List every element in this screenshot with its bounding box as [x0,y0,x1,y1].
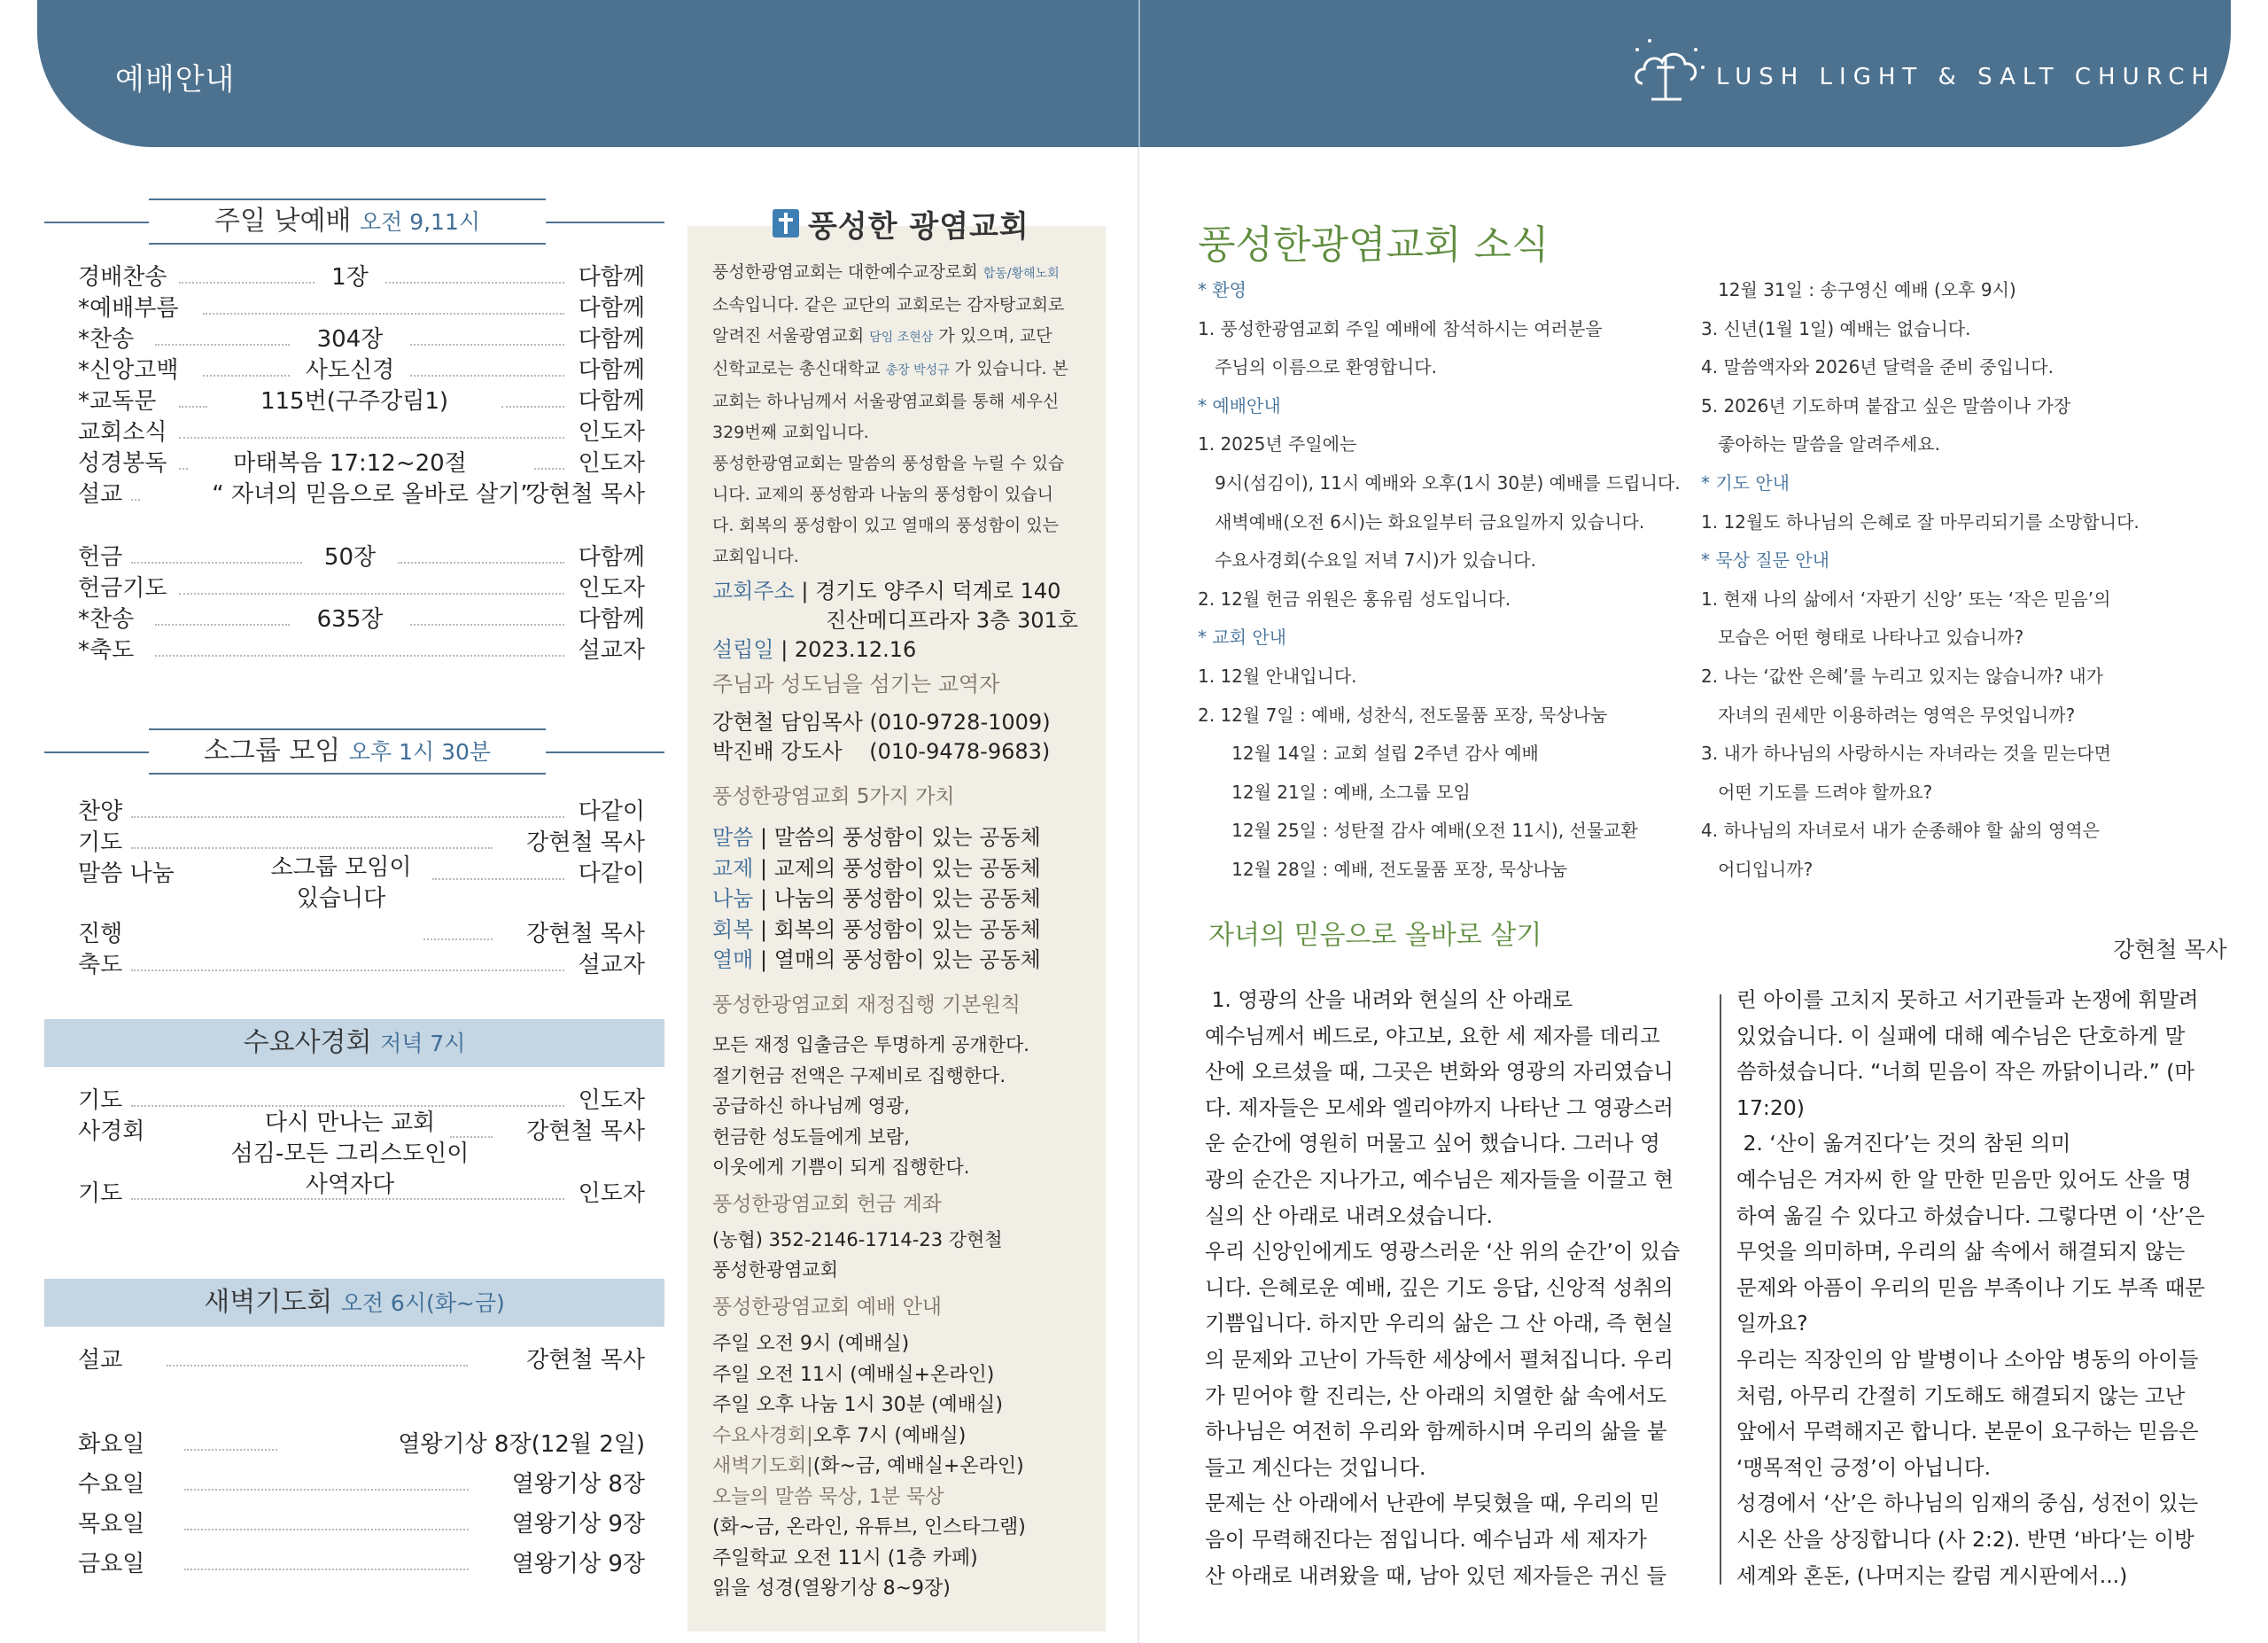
sermon-line: 예수님께서 베드로, 야고보, 요한 세 제자를 데리고 [1205,1023,1660,1048]
wednesday-center-line: 사역자다 [305,1172,395,1198]
order-item-leader: 설교자 [578,637,645,664]
worship-info-text: (화~금, 예배실+온라인) [812,1455,1024,1477]
sermon-line: 문제와 아픔이 우리의 믿음 부족이나 기도 부족 때문 [1736,1274,2206,1300]
leader-dots [203,313,564,315]
dawn-prayer-title: 새벽기도회 [204,1287,333,1318]
page-divider [1138,147,1139,1643]
order-item-leader: 다함께 [578,606,645,633]
church-intro-text [712,257,1093,572]
sermon-line: 17:20) [1736,1094,1805,1120]
sermon-line: 우리는 직장인의 암 발병이나 소아암 병동의 아이들 [1736,1346,2199,1372]
account-heading: 풍성한광염교회 헌금 계좌 [712,1193,943,1216]
info-line: 모든 재정 입출금은 투명하게 공개한다. [712,1034,1029,1055]
news-item: 9시(섬김이), 11시 예배와 오후(1시 30분) 예배를 드립니다. [1198,471,1681,494]
order-row [78,1549,645,1579]
value-item: 말씀 | 말씀의 풍성함이 있는 공동체 [712,825,1041,850]
sermon-line: 산 아래로 내려왔을 때, 남아 있던 제자들은 귀신 들 [1205,1562,1667,1588]
intro-line [712,448,1093,479]
leader-dots [179,468,188,470]
news-item: 12월 21일 : 예배, 소그룹 모임 [1198,781,1471,803]
news-item: 2. 12월 헌금 위원은 홍유림 성도입니다. [1198,588,1511,610]
news-section-label: * 환영 [1198,279,1247,300]
news-item: 12월 28일 : 예배, 전도물품 포장, 묵상나눔 [1198,858,1568,880]
leader-dots [423,938,493,940]
news-item: 새벽예배(오전 6시)는 화요일부터 금요일까지 있습니다. [1198,510,1645,533]
info-line: 헌금한 성도들에게 보람, [712,1125,910,1148]
leader-dots [501,406,564,408]
worship-info-text: (화~금, 온라인, 유튜브, 인스타그램) [712,1516,1026,1538]
value-item: 교제 | 교제의 풍성함이 있는 공동체 [712,855,1041,881]
order-item-content: 사도신경 [305,357,395,384]
sermon-column-rule [1720,994,1721,1585]
value-keyword: 회복 [712,916,754,942]
order-item-label: 화요일 [78,1431,145,1458]
order-item-label: *교독문 [78,388,157,415]
worship-order-row [78,293,645,323]
info-line: 절기헌금 전액은 구제비로 집행한다. [712,1064,1006,1086]
order-item-label: 기도 [78,1087,123,1114]
news-left-column [1198,271,1681,890]
order-item-leader: 인도자 [578,1180,645,1207]
news-item: 3. 내가 하나님의 사랑하시는 자녀라는 것을 믿는다면 [1701,743,2111,765]
order-item-label: 진행 [78,921,123,947]
news-item: 12월 14일 : 교회 설립 2주년 감사 예배 [1198,743,1539,765]
sermon-line: 가 믿어야 할 진리는, 산 아래의 치열한 삶 속에서도 [1205,1382,1667,1408]
intro-line [712,290,1093,321]
order-item-leader: 강현철 목사 [526,921,645,947]
sermon-line: 씀하셨습니다. “너희 믿음이 작은 까닭이니라.” (마 [1736,1059,2195,1085]
order-item-leader: 열왕기상 9장 [511,1511,645,1538]
sermon-line: 하나님은 여전히 우리와 함께하시며 우리의 삶을 붙 [1205,1419,1667,1444]
order-item-content: 115번(구주강림1) [260,388,449,415]
order-item-label: *찬송 [78,326,135,353]
info-line: 이웃에게 기쁨이 되게 집행한다. [712,1156,970,1178]
intro-text: 329번째 교회입니다. [712,423,869,442]
order-item-label: *예배부름 [78,295,179,322]
value-description: 열매의 풍성함이 있는 공동체 [773,947,1041,972]
sunday-worship-title: 주일 낮예배 [214,206,352,237]
order-item-label: 교회소식 [78,419,167,446]
news-item: 어떤 기도를 드려야 할까요? [1701,781,1933,803]
sermon-line: 앞에서 무력해지곤 합니다. 본문이 요구하는 믿음은 [1736,1419,2199,1444]
worship-info-text: 읽을 성경(열왕기상 8~9장) [712,1577,951,1600]
order-item-label: 헌금 [78,544,123,571]
order-item-leader: 다같이 [578,860,645,887]
order-item-leader: 다함께 [578,357,645,384]
news-section-label: * 기도 안내 [1701,471,1790,494]
leader-dots [184,1529,469,1530]
founded-label: 설립일 [712,637,774,662]
value-keyword: 교제 [712,855,754,881]
order-item-leader: 강현철 목사 [526,829,645,856]
worship-order-row [78,542,645,572]
worship-info-line [712,1452,1024,1482]
sunday-worship-time: 오전 9,11시 [359,209,481,235]
order-item-content: 304장 [316,326,384,353]
worship-info-text: 주일 오전 9시 (예배실) [712,1333,910,1355]
value-keyword: 나눔 [712,886,754,911]
wednesday-time: 저녁 7시 [380,1031,466,1056]
value-item: 회복 | 회복의 풍성함이 있는 공동체 [712,916,1041,942]
intro-line [712,479,1093,510]
leader-dots [131,847,493,849]
order-row [78,1429,645,1460]
order-item-label: 금요일 [78,1551,145,1577]
dawn-prayer-header [44,1279,664,1327]
leader-dots [398,562,564,564]
sermon-line: 있었습니다. 이 실패에 대해 예수님은 단호하게 말 [1736,1023,2186,1048]
wednesday-center-line: 다시 만나는 교회 [264,1110,436,1136]
intro-text: 풍성한광염교회는 말씀의 풍성함을 누릴 수 있습 [712,454,1065,473]
wednesday-header [44,1019,664,1067]
news-item: 4. 하나님의 자녀로서 내가 순종해야 할 삶의 영역은 [1701,820,2100,842]
order-row [78,950,645,980]
order-item-content: 635장 [316,606,384,633]
sermon-left-column [1205,982,1680,1593]
intro-text: 소속입니다. 같은 교단의 교회로는 감자탕교회로 [712,295,1065,315]
sermon-line: 린 아이를 고치지 못하고 서기관들과 논쟁에 휘말려 [1736,987,2199,1012]
info-line: 풍성한광염교회 [712,1259,839,1281]
news-item: 1. 현재 나의 삶에서 ‘자판기 신앙’ 또는 ‘작은 믿음’의 [1701,588,2111,610]
leader-dots [385,282,564,284]
intro-text: 신학교로는 총신대학교 [712,359,886,378]
order-item-content: 50장 [323,544,377,571]
founded-value: 2023.12.16 [794,637,917,662]
order-item-label: 말씀 나눔 [78,860,175,887]
worship-info-label: 새벽기도회| [712,1455,813,1477]
value-description: 나눔의 풍성함이 있는 공동체 [773,886,1041,911]
intro-line [712,354,1093,386]
leader-dots [534,468,564,470]
news-item: 2. 나는 ‘값싼 은혜’를 누리고 있지는 않습니까? 내가 [1701,665,2103,687]
smallgroup-header [44,727,664,776]
leader-dots [155,655,564,657]
dawn-prayer-time: 오전 6시(화~금) [340,1290,505,1316]
dawn-sermon-preacher: 강현철 목사 [526,1347,645,1374]
order-item-label: 기도 [78,829,123,856]
smallgroup-center-text [271,853,412,915]
sermon-line: ‘맹목적인 긍정’이 아닙니다. [1736,1454,1992,1480]
pastor-contact: 강현철 담임목사 (010-9728-1009) [712,710,1051,735]
worship-order-row [78,386,645,417]
intro-text: 풍성한광염교회는 대한예수교장로회 [712,262,983,282]
evangelist-contact: 박진배 강도사 (010-9478-9683) [712,739,1051,764]
worship-info-line [712,1544,978,1574]
servants-heading: 주님과 성도님을 섬기는 교역자 [712,672,1000,697]
order-item-label: 헌금기도 [78,575,167,602]
church-address: 교회주소 | 경기도 양주시 덕계로 140 [712,579,1061,603]
intro-line [712,321,1093,354]
news-section-label: * 교회 안내 [1198,627,1286,649]
news-item: 자녀의 권세만 이용하려는 영역은 무엇입니까? [1701,704,2076,726]
order-item-leader: 다같이 [578,798,645,825]
order-item-leader: 다함께 [578,326,645,353]
order-item-leader: 다함께 [578,388,645,415]
worship-info-text: 주일학교 오전 11시 (1층 카페) [712,1546,978,1569]
sermon-line: 실의 산 아래로 내려오셨습니다. [1205,1203,1493,1228]
smallgroup-center-line: 있습니다 [296,885,386,912]
news-item: 1. 2025년 주일에는 [1198,433,1357,456]
order-row [78,1509,645,1539]
worship-info-line [712,1421,966,1452]
news-item: 1. 12월 안내입니다. [1198,665,1357,687]
news-item: 3. 신년(1월 1일) 예배는 없습니다. [1701,317,1971,339]
order-row [78,797,645,827]
worship-order-row [78,635,645,666]
sermon-line: 의 문제와 고난이 가득한 세상에서 펼쳐집니다. 우리 [1205,1346,1674,1372]
order-item-label: 설교 [78,481,123,508]
order-item-label: *신앙고백 [78,357,179,384]
order-item-label: 찬양 [78,798,123,825]
worship-info-label: 수요사경회| [712,1424,813,1447]
intro-text: 가 있습니다. 본 [949,359,1068,378]
leader-dots [184,1489,469,1491]
wednesday-title: 수요사경회 [243,1027,372,1058]
order-item-label: 기도 [78,1180,123,1207]
wednesday-center-text [231,1108,470,1201]
sermon-title: 자녀의 믿음으로 올바로 살기 [1208,920,1542,951]
value-keyword: 말씀 [712,825,754,850]
founded-date: 설립일 | 2023.12.16 [712,637,917,662]
worship-order-row [78,573,645,603]
leader-dots [410,375,564,377]
value-keyword: 열매 [712,947,754,972]
order-item-leader: 열왕기상 8장(12월 2일) [398,1431,645,1458]
leader-dots [184,1449,277,1451]
worship-order-row [78,417,645,448]
intro-line [712,541,1093,572]
news-item: 1. 12월도 하나님의 은혜로 잘 마무리되기를 소망합니다. [1701,510,2140,533]
sermon-line: 시온 산을 상징합니다 (사 2:2). 반면 ‘바다’는 이방 [1736,1526,2194,1552]
news-item: 12월 31일 : 송구영신 예배 (오후 9시) [1701,279,2016,300]
news-item: 어디입니까? [1701,858,1814,880]
sermon-right-column [1736,982,2205,1593]
order-item-leader: 인도자 [578,450,645,477]
sermon-line: 니다. 은혜로운 예배, 깊은 기도 응답, 신앙적 성취의 [1205,1274,1674,1300]
leader-dots [410,624,564,626]
leader-dots [184,1569,469,1570]
order-item-leader: 열왕기상 8장 [511,1471,645,1498]
order-item-leader: 인도자 [578,1087,645,1114]
banner-divider [1138,0,1140,147]
intro-text: 니다. 교제의 풍성함과 나눔의 풍성함이 있습니 [712,485,1053,504]
sermon-line: 광의 순간은 지나가고, 예수님은 제자들을 이끌고 현 [1205,1166,1674,1192]
value-item: 나눔 | 나눔의 풍성함이 있는 공동체 [712,886,1041,911]
news-section-label: * 묵상 질문 안내 [1701,549,1829,572]
value-description: 회복의 풍성함이 있는 공동체 [773,916,1041,942]
finance-heading: 풍성한광염교회 재정집행 기본원칙 [712,993,1021,1016]
news-item: 수요사경회(수요일 저녁 7시)가 있습니다. [1198,549,1536,572]
worship-order-row [78,324,645,354]
order-item-label: 성경봉독 [78,450,167,477]
smallgroup-time: 오후 1시 30분 [348,739,492,765]
sermon-line: 예수님은 겨자씨 한 알 만한 믿음만 있어도 산을 명 [1736,1166,2192,1192]
sermon-line: 세계와 혼돈, (나머지는 칼럼 게시판에서...) [1736,1562,2128,1588]
worship-order-row [78,448,645,479]
leader-dots [131,969,564,971]
dawn-sermon-label: 설교 [78,1347,123,1374]
church-cross-cloud-icon [1630,32,1708,103]
news-item: 5. 2026년 기도하며 붙잡고 싶은 말씀이나 가장 [1701,394,2071,417]
sermon-line: 다. 제자들은 모세와 엘리야까지 나타난 그 영광스러 [1205,1094,1674,1120]
news-item: 1. 풍성한광염교회 주일 예배에 참석하시는 여러분을 [1198,317,1603,339]
worship-order-row [78,479,645,510]
leader-dots [432,878,564,880]
order-item-content: 1장 [331,264,369,291]
sunday-worship-header [44,197,664,246]
worship-info-line [712,1574,951,1604]
order-item-leader: 인도자 [578,419,645,446]
news-item: 4. 말씀액자와 2026년 달력을 준비 중입니다. [1701,356,2054,378]
leader-dots [131,499,140,501]
sermon-line: 음이 무력해진다는 점입니다. 예수님과 세 제자가 [1205,1526,1647,1552]
intro-note: 담임 조현삼 [869,331,934,345]
worship-order-row [78,604,645,635]
intro-text: 다. 회복의 풍성함이 있고 열매의 풍성함이 있는 [712,516,1060,535]
dawn-sermon-row [78,1345,645,1375]
intro-text: 가 있으며, 교단 [933,326,1052,346]
church-news-title: 풍성한광염교회 소식 [1198,222,1550,268]
cross-book-icon [771,206,801,239]
smallgroup-title: 소그룹 모임 [203,736,341,767]
order-item-label: 수요일 [78,1471,145,1498]
sermon-line: 운 순간에 영원히 머물고 싶어 했습니다. 그러나 영 [1205,1131,1660,1156]
value-item: 열매 | 열매의 풍성함이 있는 공동체 [712,947,1041,972]
leader-dots [179,437,564,439]
leader-dots [203,375,290,377]
worship-guide-title: 예배안내 [115,62,236,97]
sermon-line: 문제는 산 아래에서 난관에 부딪혔을 때, 우리의 믿 [1205,1491,1660,1516]
news-right-column [1701,271,2140,890]
intro-text: 교회입니다. [712,547,799,566]
worship-info-heading: 풍성한광염교회 예배 안내 [712,1296,943,1319]
worship-info-line [712,1360,994,1390]
order-item-label: 사경회 [78,1118,145,1145]
leader-dots [155,624,290,626]
order-item-leader: 강현철 목사 [526,1118,645,1145]
worship-info-label: 오늘의 말씀 묵상, 1분 묵상 [712,1485,944,1508]
order-item-leader: 다함께 [578,295,645,322]
news-item: 2. 12월 7일 : 예배, 성찬식, 전도물품 포장, 묵상나눔 [1198,704,1608,726]
sermon-line: 1. 영광의 산을 내려와 현실의 산 아래로 [1205,987,1573,1012]
sermon-line: 우리 신앙인에게도 영광스러운 ‘산 위의 순간’이 있습 [1205,1239,1681,1265]
smallgroup-center-line: 소그룹 모임이 [270,854,412,881]
order-item-leader: 열왕기상 9장 [511,1551,645,1577]
news-item: 좋아하는 말씀을 알려주세요. [1701,433,1940,456]
address-line: 경기도 양주시 덕계로 140 [815,579,1061,603]
leader-dots [410,344,564,346]
order-item-label: 경배찬송 [78,264,167,291]
leader-dots [155,344,290,346]
news-item: 주님의 이름으로 환영합니다. [1198,356,1437,378]
address-label: 교회주소 [712,579,795,603]
leader-dots [179,282,315,284]
news-item: 모습은 어떤 형태로 나타나고 있습니까? [1701,627,2024,649]
leader-dots [179,593,564,595]
sermon-line: 처럼, 아무리 간절히 기도해도 해결되지 않는 고난 [1736,1382,2186,1408]
intro-line [712,510,1093,541]
order-row [78,919,645,949]
order-item-label: 축도 [78,952,123,978]
order-item-leader: 다함께 [578,544,645,571]
leader-dots [131,816,564,818]
sermon-line: 들고 계신다는 것입니다. [1205,1454,1426,1480]
order-item-leader: 다함께 [578,264,645,291]
address-line-2: 진산메디프라자 3층 301호 [826,608,1078,633]
order-item-label: *축도 [78,637,135,664]
order-row [78,1469,645,1499]
sermon-line: 성경에서 ‘산’은 하나님의 임재의 중심, 성전이 있는 [1736,1491,2199,1516]
news-item: 12월 25일 : 성탄절 감사 예배(오전 11시), 선물교환 [1198,820,1638,842]
value-description: 말씀의 풍성함이 있는 공동체 [773,825,1041,850]
leader-dots [179,406,207,408]
intro-text: 교회는 하나님께서 서울광염교회를 통해 세우신 [712,392,1060,411]
worship-info-text: 주일 오후 나눔 1시 30분 (예배실) [712,1394,1003,1416]
value-description: 교제의 풍성함이 있는 공동체 [773,855,1041,881]
leader-dots [131,562,302,564]
order-item-leader: 설교자 [578,952,645,978]
sermon-preacher: 강현철 목사 [2113,937,2227,962]
wednesday-center-line: 섬김-모든 그리스도인이 [230,1141,470,1167]
order-item-leader: 강현철 목사 [526,481,645,508]
order-item-label: 목요일 [78,1511,145,1538]
info-line: 공급하신 하나님께 영광, [712,1095,910,1117]
info-line: (농협) 352-2146-1714-23 강현철 [712,1229,1003,1250]
worship-order-row [78,355,645,385]
sermon-line: 하여 옮길 수 있다고 하셨습니다. 그렇다면 이 ‘산’은 [1736,1203,2205,1228]
values-heading: 풍성한광염교회 5가지 가치 [712,785,955,808]
intro-text: 알려진 서울광염교회 [712,326,870,346]
sermon-line: 산에 오르셨을 때, 그곳은 변화와 영광의 자리였습니 [1205,1059,1674,1085]
order-item-label: *찬송 [78,606,135,633]
order-item-leader: 인도자 [578,575,645,602]
intro-note: 총장 박성규 [885,363,950,378]
sermon-line: 기쁨입니다. 하지만 우리의 삶은 그 산 아래, 즉 현실 [1205,1311,1674,1336]
worship-info-text: 주일 오전 11시 (예배실+온라인) [712,1363,995,1386]
church-name: LUSH LIGHT & SALT CHURCH [1716,64,2217,90]
worship-info-line [712,1390,1003,1421]
intro-line [712,417,1093,448]
news-section-label: * 예배안내 [1198,394,1281,417]
worship-info-line [712,1329,909,1359]
sermon-line: 일까요? [1736,1311,1808,1336]
order-item-content: 마태복음 17:12~20절 [233,450,467,477]
intro-line [712,257,1093,290]
leader-dots [131,1105,564,1107]
order-item-content: “ 자녀의 믿음으로 올바로 살기” [212,481,532,508]
worship-info-line [712,1513,1026,1543]
worship-info-line [712,1483,944,1513]
sermon-line: 2. ‘산이 옮겨진다’는 것의 참된 의미 [1736,1131,2071,1156]
intro-line [712,386,1093,417]
sermon-line: 무엇을 의미하며, 우리의 삶 속에서 해결되지 않는 [1736,1239,2186,1265]
church-info-title: 풍성한 광염교회 [808,209,1029,245]
intro-note: 합동/황해노회 [983,267,1060,281]
worship-info-text: 오후 7시 (예배실) [812,1424,967,1447]
worship-order-row [78,262,645,292]
